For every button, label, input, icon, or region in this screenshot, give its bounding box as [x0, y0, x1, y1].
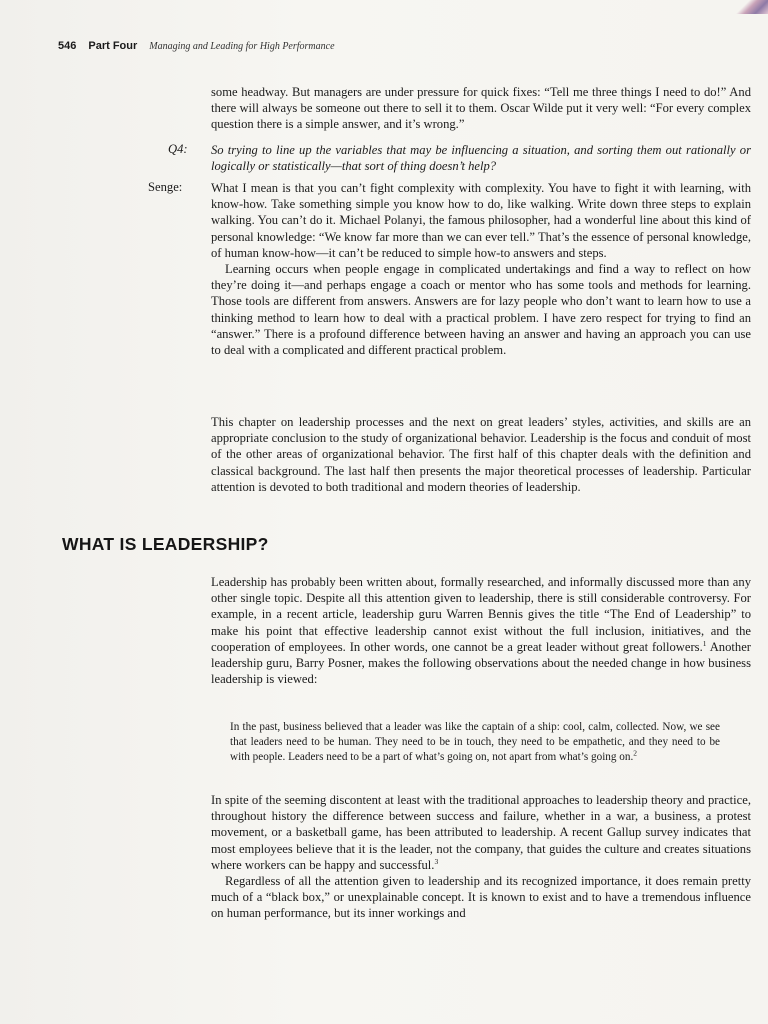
- text-run: Another leadership guru, Barry Posner, makes the following observations about the needed change in how business leadership is viewed:: [211, 639, 751, 687]
- paragraph: What I mean is that you can’t fight complexity with complexity. You have to fight it with learning, with know-how. Take something simple you know how to do, like walking. Write down three steps to explain walking. You can’t do it. Michael Polanyi, the famous philosopher, had a wonderful line about this kind of personal knowledge: “We know far more than we can ever tell.” That’s the essence of personal knowledge, of human know-how—it can’t be reduced to simple how-to answers and steps.: [211, 181, 751, 260]
- quote-text: [230, 720, 720, 766]
- page-number: 546: [58, 40, 77, 52]
- senge-answer: [211, 180, 751, 358]
- text-run: Leadership has probably been written about, formally researched, and informally discussed more than any other single topic. Despite all this attention given to leadership, there is still considerable controversy. For example, in a recent article, leadership guru Warren Bennis gives the title “The End of Leadership” to make his point that effective leadership cannot exist without the full inclusion, initiatives, and the cooperation of employees. In other words, one cannot be a great leader without great followers.: [211, 575, 751, 654]
- running-header: [58, 36, 335, 54]
- paragraph: This chapter on leadership processes and the next on great leaders’ styles, activities, and skills are an appropriate conclusion to the study of organizational behavior. Leadership is the focus and conduit of most of the other areas of organizational behavior. The first half of this chapter deals with the definition and classical background. The last half then presents the major theoretical processes of leadership. Particular attention is devoted to both traditional and modern theories of leadership.: [211, 415, 751, 494]
- text-run: In the past, business believed that a leader was like the captain of a ship: cool, calm, collected. Now, we see that leaders need to be human. They need to be in touch, they need to be empathetic, and they need to be with people. Leaders need to be a part of what’s going on, not apart from what’s going on.: [230, 721, 720, 764]
- speaker-label: Senge:: [148, 180, 183, 194]
- footnote-ref: 2: [633, 748, 638, 758]
- paragraph: Regardless of all the attention given to leadership and its recognized importance, it does remain pretty much of a “black box,” or unexplainable concept. It is known to exist and to have a tremendous influence on human performance, but its inner workings and: [211, 874, 751, 921]
- footnote-ref: 1: [702, 638, 707, 648]
- paragraph: [211, 792, 751, 873]
- question-4: [211, 142, 751, 174]
- section-heading: WHAT IS LEADERSHIP?: [62, 534, 269, 554]
- question-label: Q4:: [168, 142, 188, 156]
- paragraph: some headway. But managers are under pressure for quick fixes: “Tell me three things I need to do!” And there will always be someone out there to sell it to them. Oscar Wilde put it very well: “For every complex question there is a simple answer, and it’s wrong.”: [211, 85, 751, 132]
- block-quote: [230, 720, 720, 766]
- part-label: Part Four: [88, 40, 138, 52]
- section-body-2: [211, 792, 751, 922]
- section-body-1: [211, 574, 751, 687]
- question-text: So trying to line up the variables that may be influencing a situation, and sorting them out rationally or logically or statistically—that sort of thing doesn’t help?: [211, 143, 751, 174]
- footnote-ref: 3: [434, 856, 439, 866]
- part-title: Managing and Leading for High Performance: [149, 41, 335, 52]
- chapter-intro: [211, 414, 751, 495]
- interview-answer-continued: [211, 84, 751, 133]
- page-corner-edge: [728, 0, 768, 14]
- paragraph: Learning occurs when people engage in complicated undertakings and find a way to reflect on how they’re doing it—and perhaps engage a coach or mentor who has some tools and methods for learning. Those tools are different from answers. Answers are for lazy people who don’t want to learn how to use a thinking method to learn how to deal with a practical problem. I have zero respect for trying to find an “answer.” There is a profound difference between having an answer and having an approach you can use to deal with a complicated and different practical problem.: [211, 262, 751, 358]
- paragraph: [211, 574, 751, 687]
- text-run: In spite of the seeming discontent at least with the traditional approaches to leadership theory and practice, throughout history the difference between success and failure, whether in a war, a business, a protest movement, or a basketball game, has been attributed to leadership. A recent Gallup survey indicates that most employees believe that it is the leader, not the company, that guides the culture and creates situations where workers can be happy and successful.: [211, 793, 751, 872]
